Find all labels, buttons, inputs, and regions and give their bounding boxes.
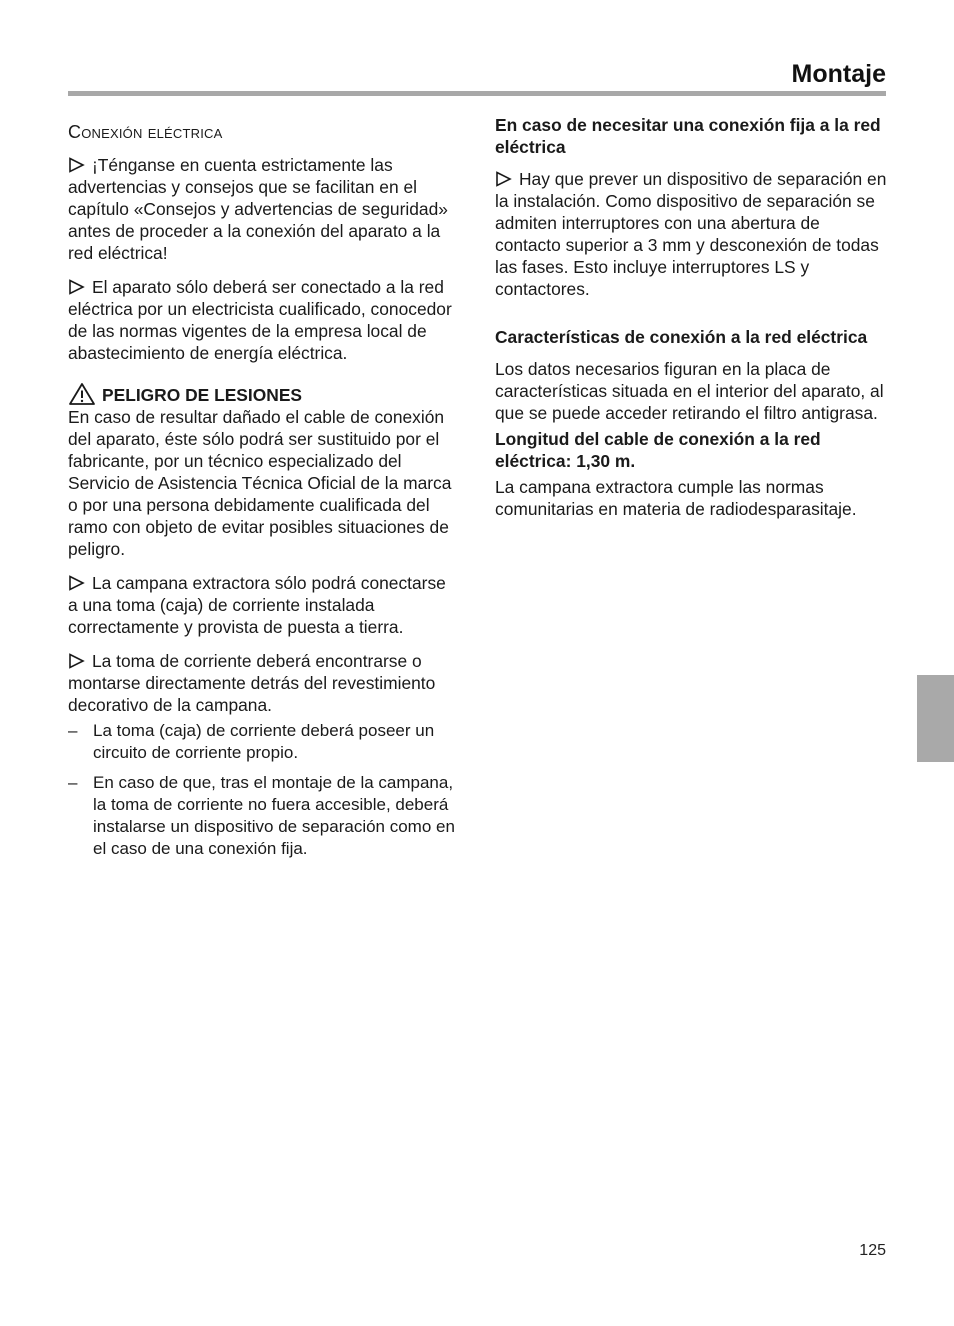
paragraph-socket-grounded-text: La campana extractora sólo podrá conectarse a una toma (caja) de corriente instalada correctamente y provista de puesta a tierra.	[68, 573, 446, 637]
paragraph-electrician	[68, 276, 460, 364]
triangle-right-icon	[68, 575, 86, 591]
title-rule	[68, 91, 886, 96]
warning-triangle-icon	[68, 382, 96, 406]
list-item-text: En caso de que, tras el montaje de la campana, la toma de corriente no fuera accesible, deberá instalarse un dispositivo de separación como en el caso de una conexión fija.	[93, 773, 455, 858]
list-item	[68, 720, 460, 764]
paragraph-separation-device	[495, 168, 887, 300]
paragraph-separation-device-text: Hay que prever un dispositivo de separación en la instalación. Como dispositivo de separación se admiten interruptores con una abertura de contacto superior a 3 mm y desconexión de todas las fases. Esto incluye interruptores LS y contactores.	[495, 169, 887, 299]
side-tab-marker	[917, 675, 954, 762]
section-title-electrical-connection: Conexión eléctrica	[68, 122, 223, 142]
left-column	[68, 114, 460, 868]
paragraph-socket-location-text: La toma de corriente deberá encontrarse o montarse directamente detrás del revestimiento decorativo de la campana.	[68, 651, 436, 715]
dash-list	[68, 720, 460, 860]
page-title: Montaje	[791, 60, 886, 88]
heading-connection-characteristics: Características de conexión a la red eléctrica	[495, 327, 868, 347]
dash-bullet: –	[68, 721, 78, 740]
triangle-right-icon	[495, 171, 513, 187]
paragraph-rating-plate: Los datos necesarios figuran en la placa de características situada en el interior del aparato, al que se puede acceder retirando el filtro antigrasa.	[495, 359, 884, 423]
triangle-right-icon	[68, 279, 86, 295]
paragraph-electrician-text: El aparato sólo deberá ser conectado a la red eléctrica por un electricista cualificado, conocedor de las normas vigentes de la empresa local de abastecimiento de energía eléctrica.	[68, 277, 452, 363]
paragraph-socket-grounded	[68, 572, 460, 638]
warning-heading	[68, 382, 460, 406]
paragraph-socket-location	[68, 650, 460, 716]
heading-fixed-connection: En caso de necesitar una conexión fija a la red eléctrica	[495, 115, 881, 157]
list-item	[68, 772, 460, 860]
paragraph-interference: La campana extractora cumple las normas comunitarias en materia de radiodesparasitaje.	[495, 477, 857, 519]
warning-text: En caso de resultar dañado el cable de conexión del aparato, éste sólo podrá ser sustituido por el fabricante, por un técnico especializado del Servicio de Asistencia Técnica Oficial de la marca o por una persona debidamente cualificada del ramo con objeto de evitar posibles situaciones de peligro.	[68, 407, 452, 559]
list-item-text: La toma (caja) de corriente deberá poseer un circuito de corriente propio.	[93, 721, 435, 762]
paragraph-warnings	[68, 154, 460, 264]
paragraph-warnings-text: ¡Ténganse en cuenta estrictamente las advertencias y consejos que se facilitan en el capítulo «Consejos y advertencias de seguridad» antes de proceder a la conexión del aparato a la red eléctrica!	[68, 155, 448, 263]
page-number: 125	[859, 1242, 886, 1259]
triangle-right-icon	[68, 157, 86, 173]
heading-cable-length: Longitud del cable de conexión a la red eléctrica: 1,30 m.	[495, 429, 821, 471]
right-column	[495, 114, 887, 532]
triangle-right-icon	[68, 653, 86, 669]
warning-title: PELIGRO DE LESIONES	[102, 385, 303, 405]
dash-bullet: –	[68, 773, 78, 792]
